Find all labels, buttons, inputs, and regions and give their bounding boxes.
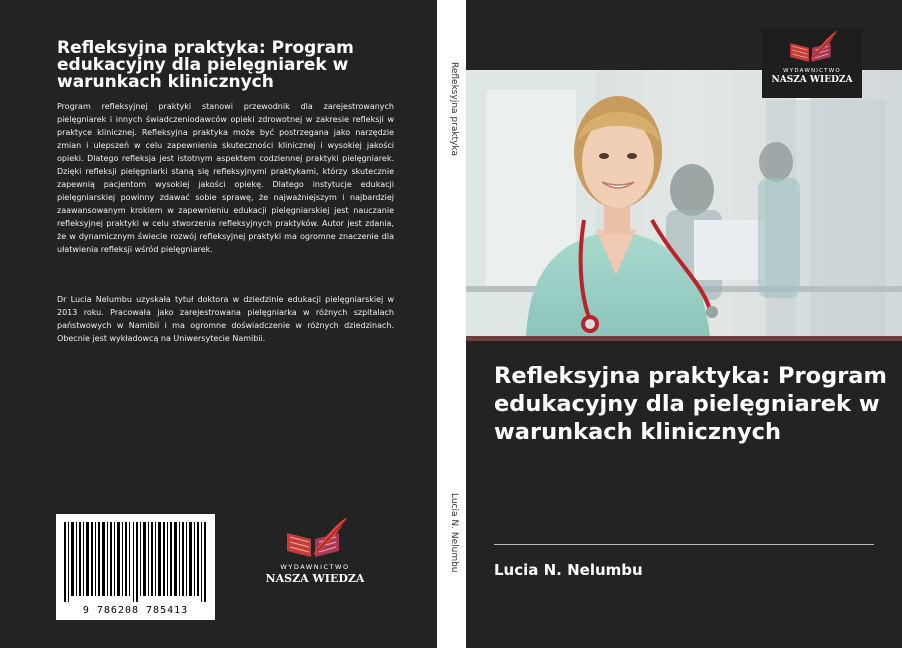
publisher-name-line1: WYDAWNICTWO: [783, 68, 841, 74]
back-cover-title: Refleksyjna praktyka: Program edukacyjny dla pielęgniarek w warunkach klinicznych: [57, 38, 354, 92]
book-spine: [437, 0, 466, 648]
title-divider: [494, 544, 874, 545]
front-cover-title: Refleksyjna praktyka: Program edukacyjny dla pielęgniarek w warunkach klinicznych: [494, 363, 887, 445]
publisher-name-line2: NASZA WIEDZA: [265, 572, 365, 585]
open-book-with-quill-icon: [279, 515, 351, 561]
publisher-name-line1: WYDAWNICTWO: [280, 563, 350, 571]
spine-author: Lucia N. Nelumbu: [449, 493, 459, 573]
publisher-logo-front: [762, 28, 862, 98]
barcode-icon: [64, 522, 207, 602]
isbn-barcode: [56, 514, 215, 620]
accent-divider-bar: [466, 336, 902, 341]
cover-photo-nurse: [466, 70, 902, 336]
front-cover-author: Lucia N. Nelumbu: [494, 561, 643, 579]
isbn-digits: 9 786208 785413: [82, 605, 189, 616]
back-cover: [0, 0, 437, 648]
publisher-logo-back: [255, 515, 375, 610]
publisher-name-line2: NASZA WIEDZA: [771, 75, 853, 85]
open-book-with-quill-icon: [784, 28, 840, 66]
author-bio: Dr Lucia Nelumbu uzyskała tytuł doktora w dziedzinie edukacji pielęgniarskiej w 2013 roku. Pracowała jako zarejestrowana pielęgniarka w różnych szpitalach państwowych w Namibii i ma ogromne doświadczenie w różnych dziedzinach. Obecnie jest wykładowcą na Uniwersytecie Namibii.: [57, 295, 394, 343]
front-cover: [466, 0, 902, 648]
back-cover-description: Program refleksyjnej praktyki stanowi przewodnik dla zarejestrowanych pielęgniarek i innych świadczeniodawców opieki zdrowotnej w zakresie refleksji w praktyce klinicznej. Refleksyjna praktyka może być postrzegana jako narzędzie zmian i ulepszeń w celu zapewnienia skuteczności klinicznej i wysokiej jakości opieki. Dlatego refleksja jest istotnym aspektem codziennej praktyki pielęgniarek. Dzięki refleksji pielęgniarki staną się refleksyjnymi praktykami, którzy skutecznie zapewnią pacjentom wysokiej jakości opiekę. Dlatego instytucje edukacji pielęgniarskiej powinny zdawać sobie sprawę, że najważniejszym i najbardziej zaawansowanym krokiem w zapewnieniu edukacji pielęgniarskiej jest nauczanie refleksyjnej praktyki w celu stworzenia refleksyjnych praktyków. Autor jest zdania, że w dynamicznym świecie rozwój refleksyjnej praktyki ma ogromne znaczenie dla ułatwienia refleksji wśród pielęgniarek.: [57, 102, 394, 254]
spine-title: Refleksyjna praktyka: [449, 62, 459, 156]
